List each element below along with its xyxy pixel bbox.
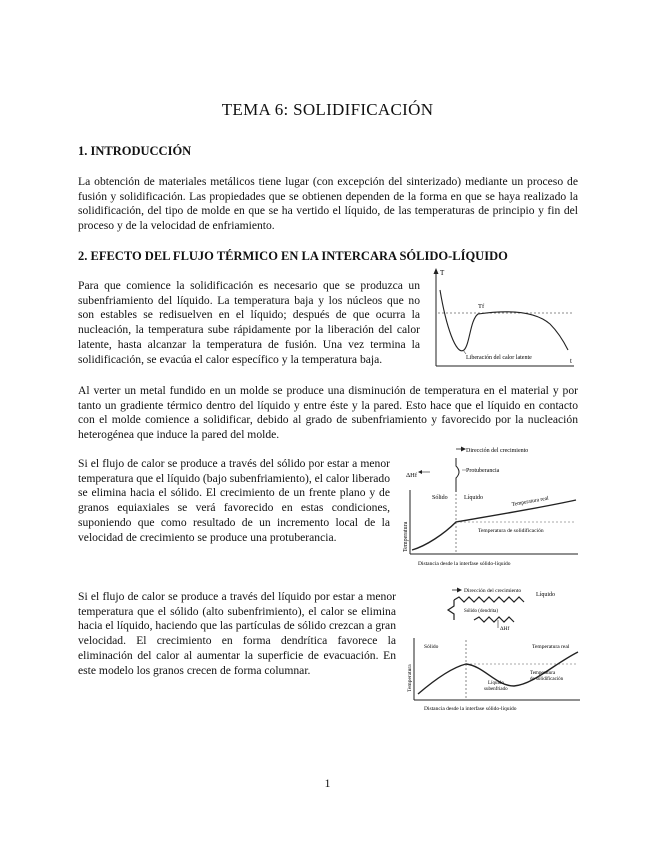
growth-direction-label: Dirección del crecimiento [466,448,529,454]
callout-line [463,350,466,354]
paragraph-flujo-solido: Si el flujo de calor se produce a través del sólido por estar a menor temperatura que el líquido (bajo subenfriamiento), el calor liberado se elimina hacia el sólido. El crecimiento de un frente plano y de granos equiaxiales se verá favorecido en estas condiciones, suponiendo que como resultado de un incremento local de la velocidad de crecimiento se produce una protuberancia. [78,457,390,544]
real-temperature-label: Temperatura real [532,644,570,650]
y-axis-label: Temperatura [403,521,409,552]
page-number: 1 [324,776,331,790]
y-axis-arrow-icon [434,268,439,274]
solidification-temperature-label-2: de solidificación [530,677,564,682]
real-temperature-label: Temperatura real [511,495,550,508]
dh-label: ΔHf [406,472,418,479]
real-temperature-curve [412,500,576,550]
solidification-temperature-label: Temperatura de solidificación [478,528,544,534]
heading-flujo-termico: 2. EFECTO DEL FLUJO TÉRMICO EN LA INTERCARA SÓLIDO-LÍQUIDO [78,249,508,263]
solid-label: Sólido [432,495,448,501]
dh-label: ΔHf [500,626,510,632]
axis-y-label: T [440,269,445,277]
dendrite-bottom [474,617,514,622]
dendrite-side [448,600,454,620]
tf-label: Tf [478,303,485,310]
cooling-curve [440,290,568,351]
liquid-top-label: Líquido [536,592,555,598]
subcooled-liquid-label-1: Líquido [488,681,504,686]
heat-flow-arrow-icon [418,470,422,474]
dendrite-label: Sólido (dendrita) [464,609,499,614]
page-title: TEMA 6: SOLIDIFICACIÓN [221,100,434,119]
liquid-label: Líquido [464,495,483,501]
heading-introduccion: 1. INTRODUCCIÓN [78,144,192,158]
subcooled-liquid-label-2: subenfriado [484,687,508,692]
cooling-curve-figure [426,266,578,370]
growth-arrow-icon [457,588,462,593]
intro-paragraph: La obtención de materiales metálicos tiene lugar (con excepción del sinterizado) mediante un proceso de fusión y solidificación. Las propiedades que se obtienen dependen de la forma en que se haya realizado la solidificación, del tipo de molde en que se ha vertido el líquido, de las temperaturas de principio y fin del proceso y de la velocidad de enfriamiento. [78,175,578,233]
dendritic-growth-figure [404,586,584,714]
latent-heat-label: Liberación del calor latente [466,355,532,361]
y-axis-label: Temperatura [407,664,413,692]
dendrite-top [454,597,524,602]
x-axis-label: Distancia desde la interfase sólido-líquido [424,706,517,712]
interface-bump [456,458,459,492]
paragraph-molde: Al verter un metal fundido en un molde se produce una disminución de temperatura en el material y por tanto un gradiente térmico dentro del líquido y entre éste y la pared. Esto hace que el líquido en contacto con el molde comience a solidificar, debido al grado de subenfriamiento y favorecido por la nucleación heterogénea que induce la pared del molde. [78,384,578,442]
bump-label: Protuberancia [466,468,500,474]
x-axis-label: Distancia desde la interfase sólido-líquido [418,561,511,567]
paragraph-subenfriamiento: Para que comience la solidificación es necesario que se produzca un subenfriamiento del líquido. La temperatura baja y los núcleos que no son estables se redisuelven en el líquido; después de que ocurra la nucleación, la temperatura sube rápidamente por la liberación del calor latente, hasta alcanzar la temperatura de fusión. Una vez termina la solidificación, se evacúa el calor específico y la temperatura baja. [78,279,420,366]
growth-direction-label: Dirección del crecimiento [464,588,522,594]
paragraph-flujo-liquido: Si el flujo de calor se produce a través del líquido por estar a menor temperatura que el sólido (alto subenfrimiento), el calor se elimina hacia el líquido, haciendo que las partículas de sólido crezcan a gran velocidad. El crecimiento en forma dendrítica favorece la eliminación del calor al aumentar la superficie de evacuación. En este modelo los granos crecen de forma columnar. [78,590,396,677]
solidification-temperature-label-1: Temperatura [530,671,556,676]
axis-x-label: t [570,357,572,365]
solid-label: Sólido [424,644,439,650]
planar-front-figure [400,444,582,582]
